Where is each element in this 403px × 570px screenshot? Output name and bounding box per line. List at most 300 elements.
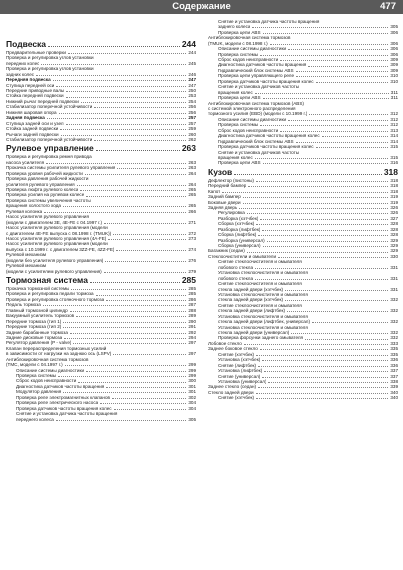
- toc-entry-page: 337: [390, 368, 398, 374]
- toc-entry-page: 306: [390, 46, 398, 52]
- toc-entry-title: Стекло задней двери: [208, 389, 254, 395]
- toc-entry-title: Прокачка системы усилителя рулевого управления: [6, 165, 116, 171]
- toc-entry-title: (модели без усилителя рулевого управления): [6, 257, 104, 263]
- toc-entry-title: Задние барабанные тормоза: [6, 329, 68, 335]
- dot-leader: [113, 354, 186, 355]
- toc-entry-page: 332: [390, 319, 398, 325]
- toc-entry-title: Проверка датчиков частоты вращения колес: [218, 78, 314, 84]
- toc-entry-title: Насос усилителя рулевого управления (модели: [6, 241, 108, 247]
- dot-leader: [288, 120, 388, 121]
- toc-entry-page: 312: [390, 116, 398, 122]
- toc-entry-page: 290: [188, 318, 196, 324]
- toc-entry-page: 246: [188, 71, 196, 77]
- toc-entry-page: 314: [390, 133, 398, 139]
- toc-entry-title: Проверка и регулировка углов установки: [6, 66, 94, 72]
- toc-entry-page: 285: [188, 291, 196, 297]
- dot-leader: [288, 49, 388, 50]
- toc-entry-title: с системой электронного распределения: [208, 106, 296, 111]
- toc-entry-page: 274: [188, 246, 196, 252]
- dot-leader: [68, 53, 186, 54]
- dot-leader: [280, 131, 388, 132]
- toc-entry-page: 272: [188, 230, 196, 236]
- toc-entry-page: 331: [390, 275, 398, 281]
- toc-entry-title: заднего колеса: [218, 24, 251, 30]
- dot-leader: [106, 387, 186, 388]
- toc-entry-title: выпуска с 10.1999 г. с двигателем 3ZZ-FE, 4ZZ-FE): [6, 246, 115, 252]
- toc-entry-title: Модулятор давления: [16, 389, 62, 395]
- dot-leader: [258, 366, 388, 367]
- toc-entry-title: Снятие стеклоочистителя и омывателя: [218, 302, 302, 308]
- dot-leader: [243, 197, 389, 198]
- dot-leader: [222, 192, 388, 193]
- toc-entry-page: 335: [390, 351, 398, 357]
- toc-entry-title: Разборка (лифтбек): [218, 226, 261, 232]
- dot-leader: [285, 290, 388, 291]
- toc-entry-page: 305: [390, 24, 398, 30]
- toc-entry-page: 300: [188, 378, 196, 384]
- toc-entry-title: Проверка форсунки заднего омывателя: [218, 335, 304, 341]
- dot-leader: [248, 186, 388, 187]
- toc-entry-title: Нижний рычаг передней подвески: [6, 98, 79, 104]
- toc-entry-title: Сброс кодов неисправности: [16, 378, 77, 384]
- dot-leader: [43, 305, 187, 306]
- dot-leader: [114, 409, 187, 410]
- dot-leader: [44, 212, 186, 213]
- toc-entry-title: вращения холостого хода: [6, 203, 61, 209]
- dot-leader: [309, 114, 388, 115]
- dot-leader: [59, 113, 187, 114]
- toc-entry-title: Заднее боковое стекло: [208, 346, 258, 352]
- dot-leader: [258, 235, 388, 236]
- toc-entry-page: 326: [390, 210, 398, 216]
- page-title: Содержание: [172, 1, 231, 12]
- dot-leader: [268, 382, 388, 383]
- toc-entry-title: Сборка (лифтбек): [218, 232, 257, 238]
- toc-entry-page: 340: [390, 389, 398, 395]
- toc-entry-title: Насос усилителя рулевого управления: [6, 214, 89, 220]
- toc-entry-title: Гидравлический блок системы ABS: [218, 67, 294, 73]
- section-title: Рулевое управление: [6, 143, 94, 154]
- toc-entry-title: Передняя подвеска: [6, 77, 51, 83]
- dot-leader: [77, 185, 187, 186]
- dot-leader: [105, 261, 186, 262]
- toc-entry-title: Проверка системы: [218, 51, 259, 57]
- toc-entry-title: Диагностика датчиков частоты вращения колес: [218, 133, 320, 139]
- toc-entry-page: 299: [188, 362, 196, 368]
- toc-entry-page: 301: [188, 383, 196, 389]
- dot-leader: [256, 224, 388, 225]
- toc-entry-title: Снятие (хэтчбек): [218, 395, 255, 401]
- section-heading: [208, 167, 398, 177]
- dot-leader: [90, 282, 180, 283]
- toc-entry-page: 329: [390, 237, 398, 243]
- toc-entry-page: 318: [390, 188, 398, 194]
- toc-entry-title: Снятие (лифтбек): [218, 362, 257, 368]
- dot-leader: [312, 322, 388, 323]
- toc-entry-page: 336: [390, 357, 398, 363]
- toc-entry-page: 315: [390, 144, 398, 150]
- toc-entry-page: 328: [390, 226, 398, 232]
- toc-column-right: [208, 19, 398, 566]
- toc-entry-page: 259: [188, 126, 196, 132]
- toc-entry-title: стекла задней двери (хэтчбек): [218, 286, 284, 292]
- toc-entry-page: 331: [390, 264, 398, 270]
- section-page-number: 285: [181, 275, 196, 286]
- dot-leader: [113, 234, 186, 235]
- dot-leader: [262, 230, 388, 231]
- dot-leader: [296, 71, 389, 72]
- dot-leader: [81, 102, 187, 103]
- toc-entry-title: Установка стеклоочистителя и омывателя: [218, 324, 308, 330]
- toc-entry-title: Задние дисковые тормоза: [6, 334, 63, 340]
- dot-leader: [65, 365, 187, 366]
- toc-entry-page: 340: [390, 395, 398, 401]
- toc-entry-page: 264: [188, 181, 196, 187]
- toc-entry-page: 256: [188, 109, 196, 115]
- dot-leader: [73, 343, 186, 344]
- dot-leader: [252, 27, 388, 28]
- toc-entry-title: Рычаги задней подвески: [6, 131, 59, 137]
- toc-entry-page: 305: [188, 416, 196, 422]
- toc-entry-title: Насос усилителя рулевого управления (4А-FE): [6, 235, 107, 241]
- toc-entry-page: 337: [390, 373, 398, 379]
- dot-leader: [76, 316, 186, 317]
- toc-entry-title: передних колес: [6, 60, 40, 66]
- dot-leader: [63, 206, 186, 207]
- dot-leader: [287, 311, 388, 312]
- toc-entry-title: Сборка (хэтчбек): [218, 221, 255, 227]
- toc-entry-title: Передние тормоза (тип 1): [6, 318, 62, 324]
- toc-entry-page: 332: [390, 335, 398, 341]
- section-title: Тормозная система: [6, 275, 88, 286]
- toc-entry-title: Проверка и регулировка педали тормоза: [6, 291, 94, 297]
- toc-entry-page: 265: [188, 187, 196, 193]
- dot-leader: [117, 168, 186, 169]
- dot-leader: [256, 393, 389, 394]
- page-header: [0, 0, 403, 14]
- dot-leader: [291, 333, 388, 334]
- dot-leader: [322, 136, 389, 137]
- toc-entry-page: 319: [390, 194, 398, 200]
- toc-entry-page: 327: [390, 215, 398, 221]
- toc-entry-page: 265: [188, 192, 196, 198]
- dot-leader: [86, 371, 186, 372]
- dot-leader: [247, 252, 389, 253]
- toc-entry-title: Нижняя шаровая опора: [6, 109, 57, 115]
- toc-entry-title: Проверка и регулировка ремня привода: [6, 154, 92, 160]
- toc-entry-title: Стеклоочистители и омыватели: [208, 253, 277, 259]
- dot-leader: [267, 241, 389, 242]
- toc-entry-page: 316: [390, 160, 398, 166]
- dot-leader: [296, 76, 388, 77]
- toc-entry-page: 256: [188, 104, 196, 110]
- toc-entry-title: Задняя подвеска: [6, 115, 45, 121]
- toc-entry-page: 331: [390, 286, 398, 292]
- toc-entry-page: 297: [188, 351, 196, 357]
- toc-entry-title: Рулевой механизм: [6, 252, 47, 258]
- dot-leader: [270, 44, 389, 45]
- dot-leader: [80, 190, 186, 191]
- dot-leader: [247, 213, 389, 214]
- toc-entry-page: 292: [188, 329, 196, 335]
- toc-entry-title: с двигателем 4Е-FE выпуска с 08.1998 г. (ТМUK)): [6, 230, 112, 236]
- toc-entry-title: стекла задней двери (лифтбек, универсал): [218, 319, 310, 325]
- dot-leader: [66, 91, 186, 92]
- dot-leader: [308, 66, 388, 67]
- toc-entry-title: Регулировка: [218, 210, 245, 216]
- toc-entry-title: вращения колес: [218, 89, 253, 95]
- toc-entry-title: Передние тормоза (тип 2): [6, 324, 62, 330]
- dot-leader: [260, 125, 388, 126]
- toc-entry-page: 335: [390, 346, 398, 352]
- dot-leader: [262, 377, 388, 378]
- toc-entry-page: 315: [390, 154, 398, 160]
- dot-leader: [278, 257, 388, 258]
- toc-entry-page: 333: [390, 340, 398, 346]
- dot-leader: [296, 142, 389, 143]
- dot-leader: [316, 82, 389, 83]
- toc-entry-page: 310: [390, 78, 398, 84]
- toc-entry-page: 304: [188, 405, 196, 411]
- toc-entry-title: вращения колес: [218, 154, 253, 160]
- toc-entry-title: Описание системы диагностики: [16, 367, 85, 373]
- toc-entry-page: 339: [390, 384, 398, 390]
- toc-entry-page: 245: [188, 60, 196, 66]
- toc-entry-title: Установка стеклоочистителя и омывателя: [218, 313, 308, 319]
- toc-entry-page: 312: [390, 122, 398, 128]
- toc-entry-page: 299: [188, 367, 196, 373]
- toc-entry-title: Антиблокировочная система тормозов: [6, 356, 89, 362]
- toc-entry-title: Насос усилителя рулевого управления (модели: [6, 225, 108, 231]
- toc-entry-page: 304: [188, 400, 196, 406]
- toc-entry-title: Сброс кодов неисправности: [218, 57, 279, 63]
- toc-entry-title: Педаль тормоза: [6, 302, 41, 308]
- toc-entry-page: 297: [188, 340, 196, 346]
- dot-leader: [305, 339, 388, 340]
- dot-leader: [244, 344, 389, 345]
- toc-entry-title: Вакуумный усилитель тормозов: [6, 313, 75, 319]
- section-heading: [6, 275, 196, 285]
- toc-entry-title: тормозного усилия (EBD) (модели с 10.1999 г.): [208, 111, 308, 117]
- toc-entry-title: Проверка и регулировка углов установки: [6, 55, 94, 61]
- toc-entry-title: Проверка уровня рабочей жидкости: [6, 170, 83, 176]
- toc-entry-title: Дефлектор (пистоны): [208, 177, 254, 183]
- toc-entry-title: Проверка люфта рулевого колеса: [6, 187, 79, 193]
- toc-entry-title: Предварительные проверки: [6, 49, 66, 55]
- toc-entry-title: Установка (лифтбек): [218, 368, 263, 374]
- toc-entry-title: Проверка цепи ABS: [218, 160, 261, 166]
- toc-entry-title: Установка стеклоочистителя и омывателя: [218, 292, 308, 297]
- toc-entry-page: 332: [390, 297, 398, 303]
- dot-leader: [280, 60, 388, 61]
- toc-entry-title: Капот: [208, 188, 221, 194]
- section-title: Подвеска: [6, 39, 47, 49]
- dot-leader: [58, 376, 186, 377]
- page-number: 477: [380, 1, 396, 12]
- toc-entry-page: 301: [188, 389, 196, 395]
- dot-leader: [66, 97, 187, 98]
- toc-entry-page: 312: [390, 111, 398, 117]
- toc-entry-title: Снятие (универсал): [218, 373, 261, 379]
- dot-leader: [255, 158, 389, 159]
- toc-entry-page: 330: [390, 253, 398, 259]
- toc-entry-title: Сборка (универсал): [218, 243, 261, 249]
- dot-leader: [104, 223, 186, 224]
- toc-entry-title: Лобовое стекло: [208, 340, 242, 346]
- toc-entry-title: Снятие и установка датчиков частоты: [218, 149, 299, 155]
- toc-entry-title: Задняя дверь: [208, 204, 238, 210]
- toc-entry-title: Регулятор давления (P - valve): [6, 340, 72, 346]
- toc-entry-page: 271: [188, 219, 196, 225]
- toc-entry-title: Проверка цепи управляющего реле: [218, 73, 295, 79]
- section-page-number: 318: [383, 166, 398, 177]
- section-page-number: 244: [181, 39, 196, 49]
- dot-leader: [116, 250, 186, 251]
- toc-entry-title: задних колес: [6, 71, 35, 77]
- toc-entry-title: Проверка цепи ABS: [218, 29, 261, 35]
- toc-entry-page: 311: [390, 89, 398, 95]
- toc-entry-title: Задний бампер: [208, 194, 241, 200]
- dot-leader: [263, 98, 389, 99]
- dot-leader: [56, 86, 186, 87]
- dot-leader: [256, 355, 388, 356]
- toc-entry-page: 306: [390, 40, 398, 46]
- toc-entry-title: Снятие стеклоочистителя и омывателя: [218, 281, 302, 287]
- toc-entry-title: Ступица задней оси и узел: [6, 120, 64, 126]
- toc-entry-title: Описание системы диагностики: [218, 46, 287, 52]
- toc-entry-title: Антиблокировочная система тормозов: [208, 35, 291, 41]
- dot-leader: [263, 163, 389, 164]
- dot-leader: [47, 118, 186, 119]
- toc-entry-title: стекла задней двери (хэтчбек): [218, 297, 284, 303]
- dot-leader: [100, 403, 186, 404]
- toc-entry-title: Проверка датчиков частоты вращения колес: [16, 405, 112, 411]
- toc-entry-title: (ТМС, модели с 04.1997 г.): [6, 362, 63, 368]
- dot-leader: [41, 64, 186, 65]
- toc-entry-page: 311: [390, 95, 398, 101]
- toc-entry-title: Разборка (хэтчбек): [218, 215, 259, 221]
- toc-entry-title: Установка (универсал): [218, 378, 267, 384]
- toc-entry-title: Проверка цепи ABS: [218, 95, 261, 101]
- dot-leader: [260, 219, 388, 220]
- dot-leader: [56, 420, 186, 421]
- toc-entry-page: 276: [188, 257, 196, 263]
- toc-entry: [6, 137, 196, 142]
- toc-entry-title: Проверка системы увеличения частоты: [6, 197, 91, 203]
- toc-entry-page: 332: [390, 330, 398, 336]
- dot-leader: [255, 93, 389, 94]
- toc-entry-page: 328: [390, 232, 398, 238]
- section-heading: [6, 39, 196, 49]
- toc-entry-title: Снятие и установка датчика частоты вращения: [218, 19, 320, 24]
- toc-entry-title: Стойка передней подвески: [6, 93, 64, 99]
- toc-entry-title: лобового стекла: [218, 275, 254, 281]
- toc-entry-title: Клапан перераспределения тормозных усилий: [6, 345, 107, 351]
- section-heading: [6, 143, 196, 153]
- dot-leader: [94, 107, 186, 108]
- toc-entry-title: Проверка системы: [16, 373, 57, 379]
- dot-leader: [263, 33, 389, 34]
- toc-entry-title: Разборка (универсал): [218, 237, 265, 243]
- dot-leader: [256, 181, 388, 182]
- toc-entry: [6, 269, 196, 274]
- toc-entry-title: Сброс кодов неисправности: [218, 127, 279, 133]
- toc-entry-title: Передний бампер: [208, 183, 247, 189]
- dot-leader: [36, 75, 186, 76]
- toc-entry-page: 286: [188, 296, 196, 302]
- toc-entry-title: Главный тормозной цилиндр: [6, 307, 68, 313]
- section-page-number: 263: [181, 143, 196, 154]
- dot-leader: [46, 163, 186, 164]
- toc-entry-page: 244: [188, 49, 196, 55]
- dot-leader: [316, 147, 389, 148]
- toc-entry-title: Рулевая колонка: [6, 208, 43, 214]
- toc-entry-title: Заднее стекло (седан): [208, 384, 257, 390]
- toc-entry-title: Проверка давления рабочей жидкости: [6, 176, 89, 182]
- toc-entry-page: 310: [390, 73, 398, 79]
- toc-entry-title: Снятие (хэтчбек): [218, 351, 255, 357]
- toc-entry-title: Антиблокировочная система тормозов (ABS): [208, 100, 304, 106]
- toc-entry-title: Снятие и установка датчиков частоты: [218, 84, 299, 90]
- dot-leader: [104, 272, 187, 273]
- toc-entry-title: (модели с усилителем рулевого управления): [6, 268, 102, 274]
- dot-leader: [96, 295, 187, 296]
- dot-leader: [263, 246, 389, 247]
- toc-entry-page: 306: [390, 51, 398, 57]
- dot-leader: [70, 311, 187, 312]
- toc-entry-title: Установка стеклоочистителя и омывателя: [218, 270, 308, 276]
- toc-entry: [208, 160, 398, 165]
- toc-entry-title: (ТМUK, модели с 08.1998 г.): [208, 40, 268, 46]
- dot-leader: [285, 300, 388, 301]
- dot-leader: [60, 129, 186, 130]
- toc-entry-title: Боковые двери: [208, 199, 241, 205]
- toc-entry-page: 262: [188, 136, 196, 142]
- toc-entry-page: 318: [390, 177, 398, 183]
- toc-entry-title: Установка (хэтчбек): [218, 357, 261, 363]
- dot-leader: [63, 392, 186, 393]
- toc-entry-title: Проверка системы: [218, 122, 259, 128]
- toc-entry-title: Прокачка тормозной системы: [6, 286, 70, 292]
- toc-entry-page: 313: [390, 127, 398, 133]
- toc-entry-page: 247: [188, 82, 196, 88]
- toc-entry-page: 302: [188, 394, 196, 400]
- toc-entry-title: Рулевой механизм: [6, 263, 47, 269]
- dot-leader: [64, 338, 186, 339]
- toc-entry-page: 250: [188, 88, 196, 94]
- toc-entry-page: 260: [188, 131, 196, 137]
- dot-leader: [106, 300, 186, 301]
- toc-entry-page: 253: [188, 93, 196, 99]
- dot-leader: [85, 174, 186, 175]
- dot-leader: [260, 55, 388, 56]
- toc-entry-title: Гидравлический блок системы ABS: [218, 138, 294, 144]
- dot-leader: [255, 268, 388, 269]
- toc-entry-page: 287: [188, 302, 196, 308]
- toc-entry: [208, 395, 398, 400]
- dot-leader: [71, 289, 186, 290]
- toc-entry-page: 257: [188, 115, 196, 121]
- dot-leader: [108, 239, 186, 240]
- toc-entry-title: Диагностика датчиков частоты вращения: [218, 62, 307, 68]
- toc-entry-page: 332: [390, 308, 398, 314]
- toc-column-left: [6, 38, 196, 566]
- toc-entry-page: 291: [188, 324, 196, 330]
- toc-entry-page: 329: [390, 248, 398, 254]
- dot-leader: [63, 322, 186, 323]
- dot-leader: [94, 140, 186, 141]
- dot-leader: [96, 150, 180, 151]
